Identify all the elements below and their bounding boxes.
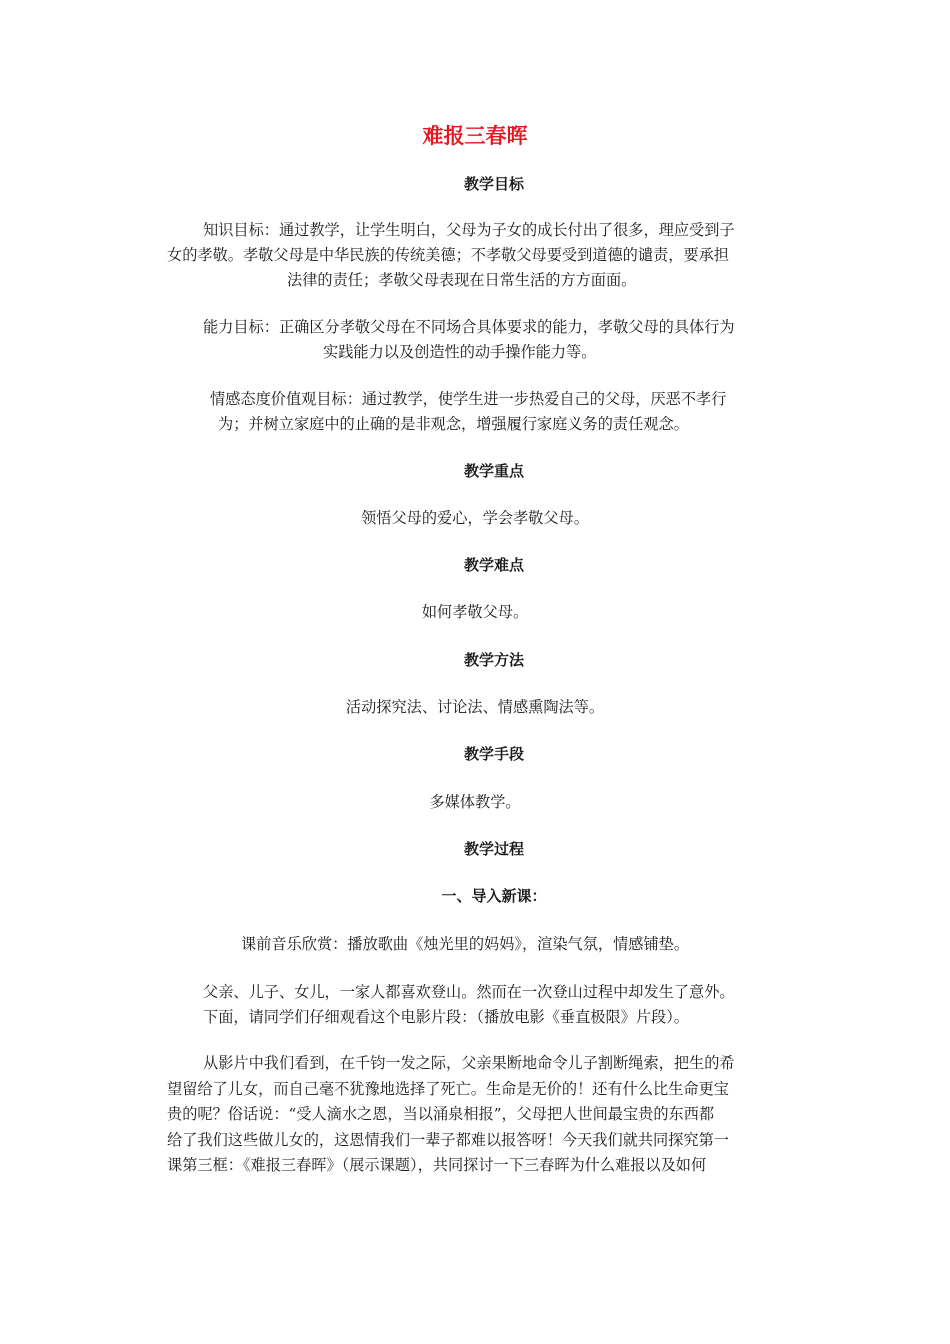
paragraph-line: 贵的呢？俗话说：“受人滴水之恩，当以涌泉相报”，父母把人世间最宝贵的东西都: [167, 1105, 715, 1123]
paragraph-line: 法律的责任；孝敬父母表现在日常生活的方方面面。: [287, 271, 637, 289]
key-points-text: 领悟父母的爱心，学会孝敬父母。: [361, 509, 589, 527]
document-title: 难报三春晖: [422, 124, 528, 148]
objectives-heading: 教学目标: [463, 175, 524, 193]
difficulty-heading: 教学难点: [463, 556, 524, 574]
key-points-heading: 教学重点: [463, 462, 524, 480]
paragraph-line: 为；并树立家庭中的止确的是非观念，增强履行家庭义务的责任观念。: [218, 415, 689, 433]
paragraph-line: 望留给了儿女，而自己毫不犹豫地选择了死亡。生命是无价的！还有什么比生命更宝: [167, 1080, 729, 1098]
paragraph-line: 下面，请同学们仔细观看这个电影片段：（播放电影《垂直极限》片段）。: [203, 1008, 689, 1026]
paragraph-line: 给了我们这些做儿女的，这恩情我们一辈子都难以报答呀！今天我们就共同探究第一: [167, 1131, 729, 1149]
paragraph-line: 父亲、儿子、女儿，一家人都喜欢登山。然而在一次登山过程中却发生了意外。: [203, 983, 735, 1001]
difficulty-text: 如何孝敬父母。: [421, 603, 529, 621]
means-heading: 教学手段: [463, 745, 524, 763]
music-appreciation-text: 课前音乐欣赏：播放歌曲《烛光里的妈妈》，渲染气氛，情感铺垫。: [241, 935, 690, 953]
paragraph-line: 女的孝敬。孝敬父母是中华民族的传统美德；不孝敬父母要受到道德的谴责，要承担: [167, 246, 729, 264]
means-text: 多媒体教学。: [429, 793, 521, 811]
paragraph-line: 从影片中我们看到，在千钧一发之际，父亲果断地命令儿子割断绳索，把生的希: [203, 1054, 735, 1072]
paragraph-line: 实践能力以及创造性的动手操作能力等。: [323, 343, 597, 361]
process-heading: 教学过程: [463, 840, 524, 858]
method-text: 活动探究法、讨论法、情感熏陶法等。: [345, 698, 605, 716]
paragraph-line: 课第三框：《难报三春晖》（展示课题），共同探讨一下三春晖为什么难报以及如何: [167, 1156, 707, 1174]
paragraph-line: 知识目标：通过教学，让学生明白，父母为子女的成长付出了很多，理应受到子: [203, 221, 735, 239]
paragraph-line: 能力目标：正确区分孝敬父母在不同场合具体要求的能力，孝敬父母的具体行为: [203, 318, 735, 336]
paragraph-line: 情感态度价值观目标：通过教学，使学生进一步热爱自己的父母，厌恶不孝行: [210, 390, 727, 408]
method-heading: 教学方法: [463, 651, 524, 669]
intro-heading: 一、导入新课：: [441, 887, 547, 905]
